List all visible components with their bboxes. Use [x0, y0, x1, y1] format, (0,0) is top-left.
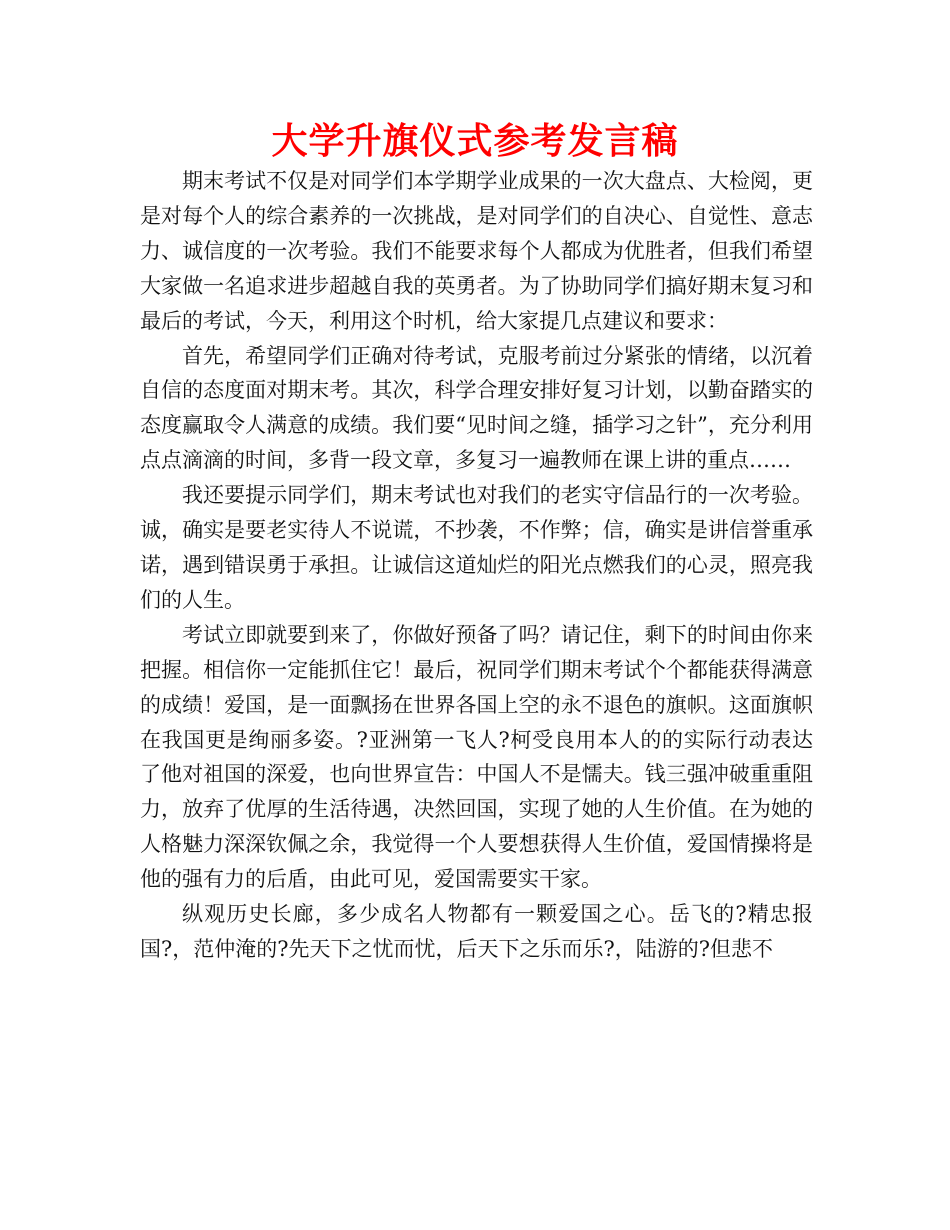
paragraph-5: 纵观历史长廊，多少成名人物都有一颗爱国之心。岳飞的?精忠报国?，范仲淹的?先天下之忧而忧，后天下之乐而乐?，陆游的?但悲不	[140, 902, 813, 961]
paragraph-2: 首先，希望同学们正确对待考试，克服考前过分紧张的情绪，以沉着自信的态度面对期末考。其次，科学合理安排好复习计划，以勤奋踏实的态度赢取令人满意的成绩。我们要“见时间之缝，插学习之针”，充分利用点点滴滴的时间，多背一段文章，多复习一遍教师在课上讲的重点……	[140, 343, 813, 473]
document-title: 大学升旗仪式参考发言稿	[271, 121, 679, 162]
document-body	[140, 164, 813, 967]
paragraph-1: 期末考试不仅是对同学们本学期学业成果的一次大盘点、大检阅，更是对每个人的综合素养的一次挑战，是对同学们的自决心、自觉性、意志力、诚信度的一次考验。我们不能要求每个人都成为优胜者，但我们希望大家做一名追求进步超越自我的英勇者。为了协助同学们搞好期末复习和最后的考试，今天，利用这个时机，给大家提几点建议和要求：	[140, 169, 813, 333]
paragraph-3: 我还要提示同学们，期末考试也对我们的老实守信品行的一次考验。诚，确实是要老实待人不说谎，不抄袭，不作弊；信，确实是讲信誉重承诺，遇到错误勇于承担。让诚信这道灿烂的阳光点燃我们的心灵，照亮我们的人生。	[140, 483, 813, 612]
paragraph-4: 考试立即就要到来了，你做好预备了吗？请记住，剩下的时间由你来把握。相信你一定能抓住它！最后，祝同学们期末考试个个都能获得满意的成绩！爱国，是一面飘扬在世界各国上空的永不退色的旗帜。这面旗帜在我国更是绚丽多姿。?亚洲第一飞人?柯受良用本人的的实际行动表达了他对祖国的深爱，也向世界宣告：中国人不是懦夫。钱三强冲破重重阻力，放弃了优厚的生活待遇，决然回国，实现了她的人生价值。在为她的人格魅力深深钦佩之余，我觉得一个人要想获得人生价值，爱国情操将是他的强有力的后盾，由此可见，爱国需要实干家。	[140, 622, 813, 892]
